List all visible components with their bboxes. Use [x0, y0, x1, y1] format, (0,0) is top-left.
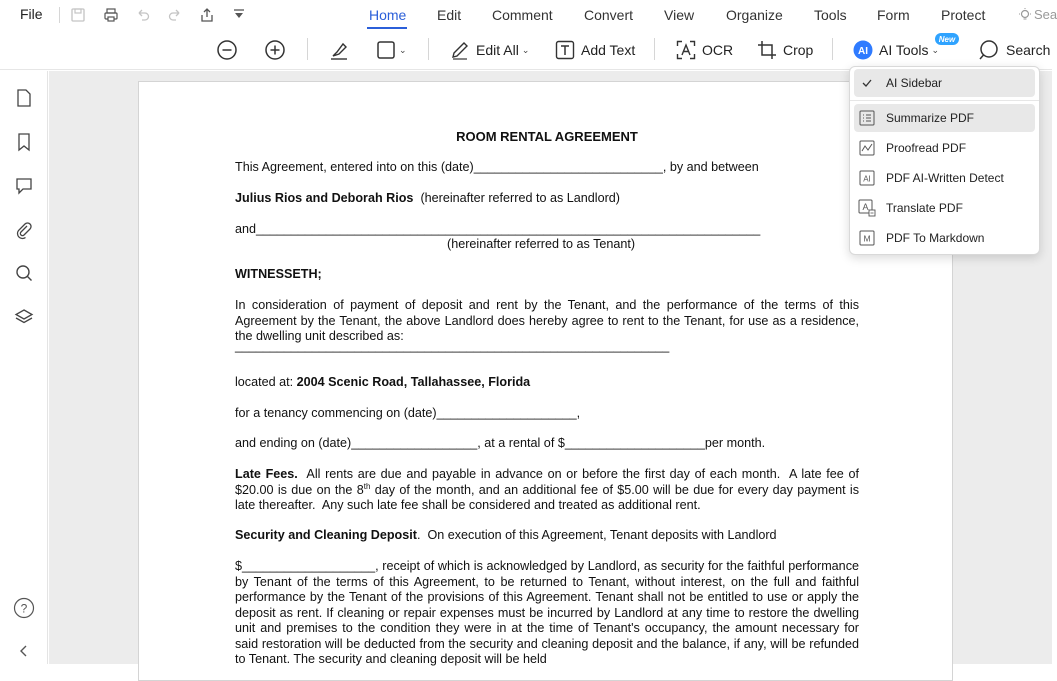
- comment-icon[interactable]: [14, 176, 34, 196]
- ai-tools-dropdown: [849, 66, 1040, 255]
- located-line: [235, 375, 859, 391]
- pdf-page[interactable]: [138, 81, 953, 681]
- attachment-icon[interactable]: [14, 220, 34, 240]
- tab-comment[interactable]: Comment: [492, 7, 553, 23]
- markdown-icon: [858, 229, 876, 247]
- ocr-button[interactable]: [676, 37, 733, 63]
- ocr-label: OCR: [702, 42, 734, 58]
- located-prefix: located at:: [235, 375, 297, 389]
- svg-text:AI: AI: [863, 174, 871, 184]
- search-icon: [978, 39, 1000, 61]
- landlord-suffix: (hereinafter referred to as Landlord): [413, 191, 620, 205]
- menu-item-summarize-pdf[interactable]: [854, 104, 1035, 132]
- file-menu[interactable]: File: [20, 6, 43, 22]
- add-text-button[interactable]: [555, 37, 635, 63]
- late-fees-paragraph: [235, 467, 863, 514]
- divider: [832, 38, 833, 60]
- zoom-out-button[interactable]: [216, 37, 238, 63]
- divider: [307, 38, 308, 60]
- print-icon[interactable]: [101, 5, 121, 25]
- svg-text:A: A: [862, 202, 869, 212]
- list-icon: [858, 109, 876, 127]
- search-icon[interactable]: [14, 263, 34, 283]
- share-icon[interactable]: [197, 5, 217, 25]
- zoom-out-icon: [216, 39, 238, 61]
- tenancy-end-line: and ending on (date)__________________, at a rental of $____________________per month.: [235, 436, 766, 450]
- witnesseth-heading: [235, 267, 859, 283]
- highlighter-icon: [328, 39, 350, 61]
- edit-all-button[interactable]: [450, 37, 529, 63]
- menu-item-label: Summarize PDF: [886, 111, 975, 125]
- crop-label: Crop: [783, 42, 814, 58]
- svg-text:?: ?: [20, 601, 28, 616]
- menu-item-label: PDF To Markdown: [886, 231, 985, 245]
- menu-item-label: PDF AI-Written Detect: [886, 171, 1004, 185]
- chevron-down-icon: ⌄: [399, 44, 407, 55]
- translate-icon: [858, 199, 876, 217]
- tab-view[interactable]: View: [664, 7, 695, 23]
- new-badge: New: [935, 33, 959, 45]
- menu-item-label: Translate PDF: [886, 201, 963, 215]
- highlight-button[interactable]: [328, 37, 350, 63]
- ocr-icon: [676, 40, 696, 60]
- landlord-names: Julius Rios and Deborah Rios: [235, 191, 414, 205]
- zoom-in-button[interactable]: [264, 37, 286, 63]
- menu-item-ai-sidebar[interactable]: [854, 69, 1035, 97]
- menubar: [0, 0, 1057, 30]
- toolbar: [0, 30, 1052, 70]
- save-icon[interactable]: [68, 5, 88, 25]
- svg-text:AI: AI: [858, 46, 868, 57]
- ai-tools-button[interactable]: [853, 37, 939, 63]
- deposit-heading-line: [235, 528, 859, 544]
- add-text-label: Add Text: [581, 42, 636, 58]
- dwelling-blank-line: ______________________________________________________________: [235, 339, 670, 353]
- late-fees-sup: th: [363, 481, 371, 491]
- and-line: and________________________________________________________________________: [235, 222, 761, 236]
- lightbulb-icon: [1015, 5, 1035, 25]
- shape-button[interactable]: [376, 37, 407, 63]
- zoom-in-icon: [264, 39, 286, 61]
- active-tab-indicator: [367, 27, 407, 29]
- pen-icon: [450, 40, 470, 60]
- chevron-left-icon[interactable]: [14, 641, 34, 661]
- layers-icon[interactable]: [14, 307, 34, 327]
- page-icon[interactable]: [14, 88, 34, 108]
- edit-all-label: Edit All: [476, 42, 519, 58]
- ai-detect-icon: [858, 169, 876, 187]
- menu-item-translate-pdf[interactable]: [854, 194, 1035, 222]
- agreement-line: This Agreement, entered into on this (date)___________________________, by and between: [235, 160, 759, 174]
- search-button[interactable]: [978, 37, 1050, 63]
- chevron-down-icon: ⌄: [521, 44, 530, 55]
- deposit-text: . On execution of this Agreement, Tenant deposits with Landlord: [416, 528, 777, 542]
- menu-item-pdf-to-markdown[interactable]: [854, 224, 1035, 252]
- menu-item-proofread-pdf[interactable]: [854, 134, 1035, 162]
- search-tools-hint[interactable]: Sea: [1034, 7, 1057, 22]
- tab-organize[interactable]: Organize: [726, 7, 783, 23]
- deposit-paragraph: $___________________, receipt of which is acknowledged by Landlord, as security for the faithful performance by Tenant of the terms of this Agreement, to be returned to Tenant, without interest, on the full and faithful performance by the Tenant of the provisions of this Agreement. Tenant shall not be entitled to use or apply the deposit as rent. If cleaning or repair expenses must be incurred by Landlord at any time to restore the dwelling unit and premises to the condition they were in at the time of Tenant's occupancy, the amount necessary for said restoration will be deducted from the security and cleaning deposit and the balance, if any, will be refunded to Tenant. The security and cleaning deposit will be held: [235, 559, 859, 666]
- tab-tools[interactable]: Tools: [814, 7, 847, 23]
- located-address: 2004 Scenic Road, Tallahassee, Florida: [296, 375, 531, 389]
- checkmark-icon: [858, 74, 876, 92]
- crop-icon: [757, 40, 777, 60]
- deposit-label: Security and Cleaning Deposit: [235, 528, 417, 542]
- consideration-paragraph: In consideration of payment of deposit and rent by the Tenant, and the performance of the terms of this Agreement by the Tenant, the above Landlord does hereby agree to rent to the Tenant, for use as a residence, the dwelling unit described as:: [235, 298, 859, 343]
- left-sidebar: [0, 71, 48, 664]
- menu-item-ai-written-detect[interactable]: [854, 164, 1035, 192]
- late-fees-label: Late Fees.: [235, 467, 298, 481]
- customize-dropdown-icon[interactable]: [229, 5, 249, 25]
- tab-home[interactable]: Home: [369, 7, 407, 23]
- text-box-icon: [555, 40, 575, 60]
- crop-button[interactable]: [757, 37, 813, 63]
- late-fees-text-2: day of the month, and an additional fee of $5.00 will be due for every day payment is late thereafter. Any such late fee shall be considered and treated as additional rent.: [235, 482, 863, 512]
- redo-icon[interactable]: [165, 5, 185, 25]
- menu-divider: [850, 100, 1039, 101]
- witnesseth: WITNESSETH;: [235, 267, 322, 281]
- late-fees-text-1: All rents are due and payable in advance on or before the first day of each month. A late fee of $20.00 is due on the 8: [235, 467, 863, 497]
- help-icon[interactable]: [13, 597, 35, 619]
- bookmark-icon[interactable]: [14, 132, 34, 152]
- proofread-icon: [858, 139, 876, 157]
- svg-text:M: M: [863, 233, 871, 244]
- divider: [428, 38, 429, 60]
- document-title: ROOM RENTAL AGREEMENT: [456, 129, 638, 144]
- menu-item-label: Proofread PDF: [886, 141, 967, 155]
- tab-edit[interactable]: Edit: [437, 7, 462, 23]
- ai-icon: [853, 40, 873, 60]
- tab-form[interactable]: Form: [877, 7, 910, 23]
- rectangle-icon: [376, 40, 396, 60]
- search-label: Search: [1006, 42, 1051, 58]
- tenancy-start-line: for a tenancy commencing on (date)____________________,: [235, 406, 581, 420]
- undo-icon[interactable]: [133, 5, 153, 25]
- divider: [59, 7, 60, 23]
- ai-tools-label: AI Tools: [879, 42, 929, 58]
- landlord-line: [235, 191, 859, 207]
- tenant-ref: (hereinafter referred to as Tenant): [447, 237, 636, 251]
- menu-item-label: AI Sidebar: [886, 76, 943, 90]
- tab-protect[interactable]: Protect: [941, 7, 986, 23]
- chevron-down-icon: ⌄: [931, 44, 940, 55]
- tab-convert[interactable]: Convert: [584, 7, 634, 23]
- divider: [654, 38, 655, 60]
